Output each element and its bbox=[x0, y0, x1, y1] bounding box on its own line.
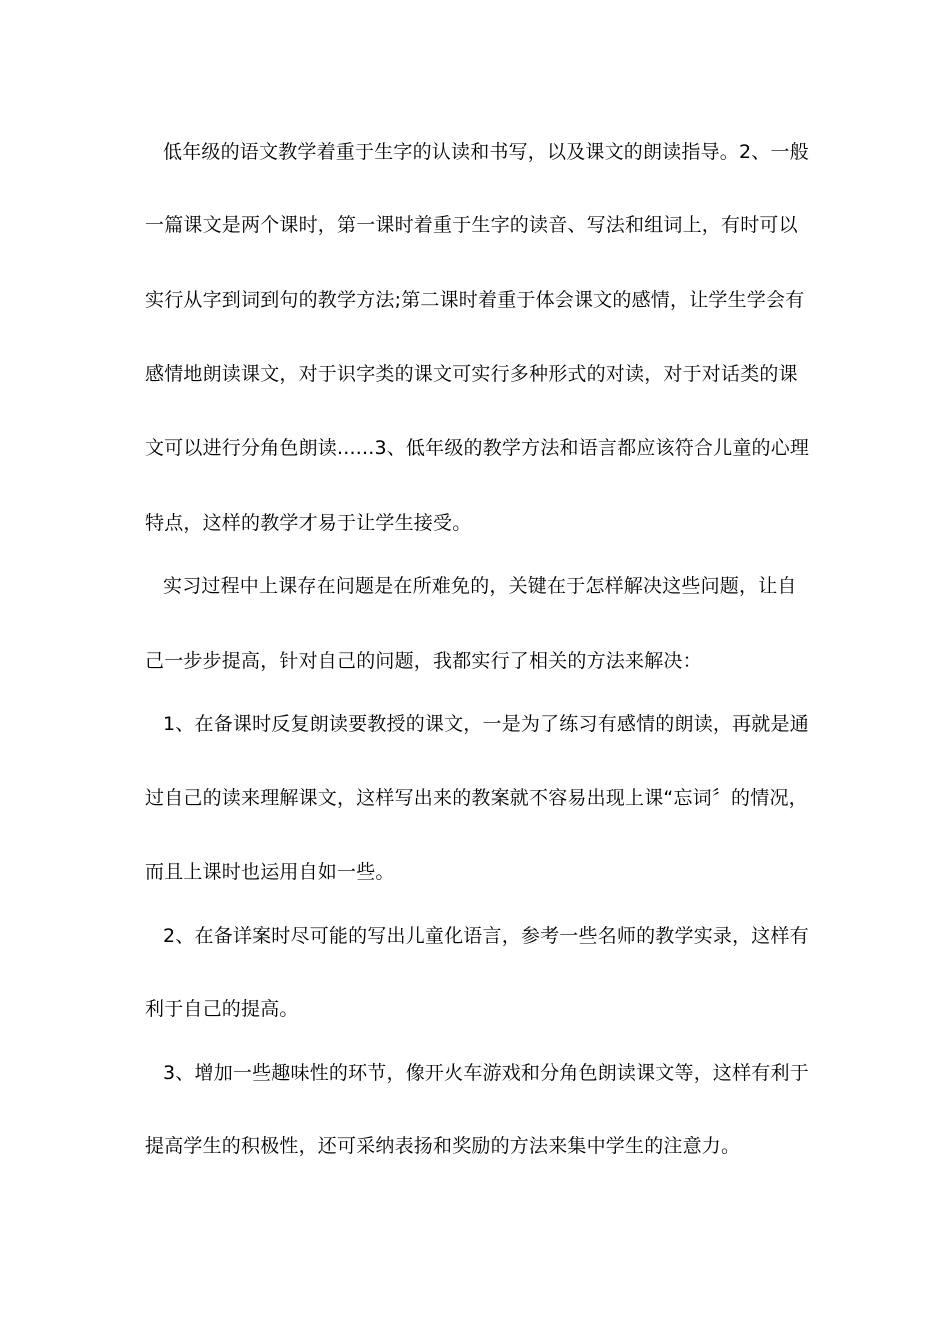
paragraph-1-line-2: 一篇课文是两个课时，第一课时着重于生字的读音、写法和组词上，有时可以 bbox=[145, 214, 798, 236]
paragraph-2-line-1: 实习过程中上课存在问题是在所难免的，关键在于怎样解决这些问题，让自 bbox=[163, 575, 797, 597]
item-3-line-2: 提高学生的积极性，还可采纳表扬和奖励的方法来集中学生的注意力。 bbox=[145, 1135, 741, 1157]
item-1-line-3: 而且上课时也运用自如一些。 bbox=[145, 861, 395, 883]
item-1-line-2: 过自己的读来理解课文，这样写出来的教案就不容易出现上课“忘词〞的情况， bbox=[145, 787, 808, 809]
paragraph-1-line-4: 感情地朗读课文，对于识字类的课文可实行多种形式的对读，对于对话类的课 bbox=[145, 363, 798, 385]
paragraph-1-line-5: 文可以进行分角色朗读......3、低年级的教学方法和语言都应该符合儿童的心理 bbox=[145, 437, 810, 459]
item-3-line-1: 3、增加一些趣味性的环节，像开火车游戏和分角色朗读课文等，这样有利于 bbox=[163, 1062, 809, 1084]
paragraph-1-line-1: 低年级的语文教学着重于生字的认读和书写，以及课文的朗读指导。2、一般 bbox=[163, 141, 809, 163]
paragraph-1-line-6: 特点，这样的教学才易于让学生接受。 bbox=[145, 512, 472, 534]
paragraph-1-line-3: 实行从字到词到句的教学方法;第二课时着重于体会课文的感情，让学生学会有 bbox=[145, 289, 805, 311]
item-2-line-1: 2、在备详案时尽可能的写出儿童化语言，参考一些名师的教学实录，这样有 bbox=[163, 925, 809, 947]
item-1-line-1: 1、在备课时反复朗读要教授的课文，一是为了练习有感情的朗读，再就是通 bbox=[163, 713, 809, 735]
item-2-line-2: 利于自己的提高。 bbox=[145, 998, 299, 1020]
paragraph-2-line-2: 己一步步提高，针对自己的问题，我都实行了相关的方法来解决： bbox=[145, 650, 702, 672]
